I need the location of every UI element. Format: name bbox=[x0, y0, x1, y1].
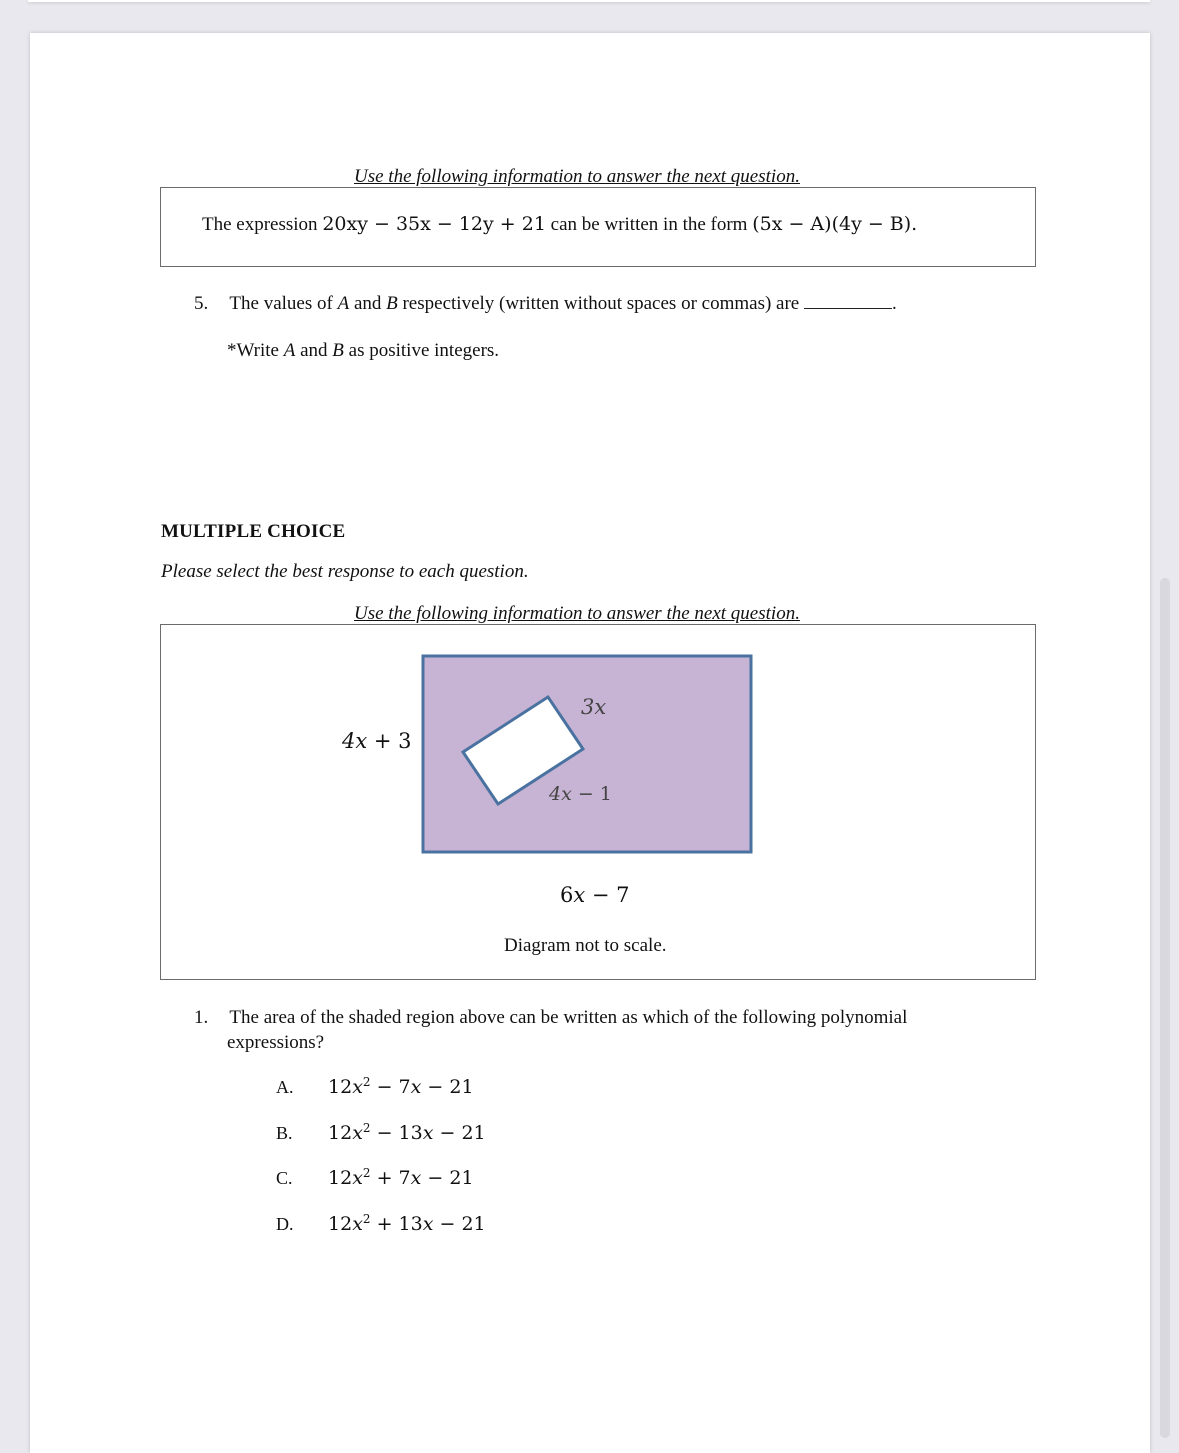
option-letter: B. bbox=[276, 1123, 293, 1143]
section-title: MULTIPLE CHOICE bbox=[161, 521, 346, 542]
outer-width-label: 6x − 7 bbox=[560, 883, 630, 907]
outer-height-label-text bbox=[342, 729, 396, 754]
option-expression: $12x^2 + 7x - 21$ bbox=[328, 1166, 474, 1189]
note-var-b: B bbox=[332, 340, 344, 361]
option-a[interactable] bbox=[276, 1075, 474, 1098]
option-expression: $12x^2 - 13x - 21$ bbox=[328, 1121, 486, 1144]
info-middle: can be written in the form bbox=[550, 214, 748, 235]
info-heading-q5: Use the following information to answer the next question. bbox=[354, 166, 800, 187]
note-and-word: and bbox=[300, 340, 328, 361]
question-1 bbox=[194, 1007, 907, 1029]
inner-width-label: 4x − 1 bbox=[549, 783, 612, 805]
section-instructions: Please select the best response to each question. bbox=[161, 561, 529, 582]
inner-length-label: 3x bbox=[581, 695, 607, 719]
option-letter: D. bbox=[276, 1214, 294, 1234]
question-number: 1. bbox=[194, 1007, 209, 1028]
option-expression: $12x^2 + 13x - 21$ bbox=[328, 1212, 486, 1235]
option-c[interactable] bbox=[276, 1166, 474, 1189]
option-d[interactable] bbox=[276, 1212, 486, 1235]
info-heading-q1: Use the following information to answer the next question. bbox=[354, 603, 800, 624]
and-word: and bbox=[353, 293, 382, 314]
option-b[interactable] bbox=[276, 1121, 486, 1144]
question-1-line2: expressions? bbox=[227, 1032, 325, 1053]
expression: 20xy − 35x − 12y + 21 bbox=[322, 213, 546, 235]
diagram-caption: Diagram not to scale. bbox=[504, 935, 667, 956]
question-number: 5. bbox=[194, 293, 209, 314]
info-lead: The expression bbox=[202, 214, 318, 235]
outer-height-label: 4x + 3 bbox=[342, 729, 412, 753]
note-suffix: as positive integers. bbox=[348, 340, 500, 361]
var-b: B bbox=[386, 293, 398, 314]
note-var-a: A bbox=[283, 340, 296, 361]
note-prefix: *Write bbox=[227, 340, 279, 361]
option-letter: C. bbox=[276, 1168, 293, 1188]
var-a: A bbox=[337, 293, 350, 314]
option-letter: A. bbox=[276, 1077, 294, 1097]
factored-form: (5x − A)(4y − B). bbox=[752, 213, 918, 235]
question-line1: The area of the shaded region above can be written as which of the following polynomial bbox=[229, 1007, 908, 1028]
question-text-after: respectively (written without spaces or commas) are bbox=[402, 293, 800, 314]
period: . bbox=[891, 293, 897, 314]
question-text-before: The values of bbox=[229, 293, 333, 314]
option-expression: $12x^2 - 7x - 21$ bbox=[328, 1075, 474, 1098]
